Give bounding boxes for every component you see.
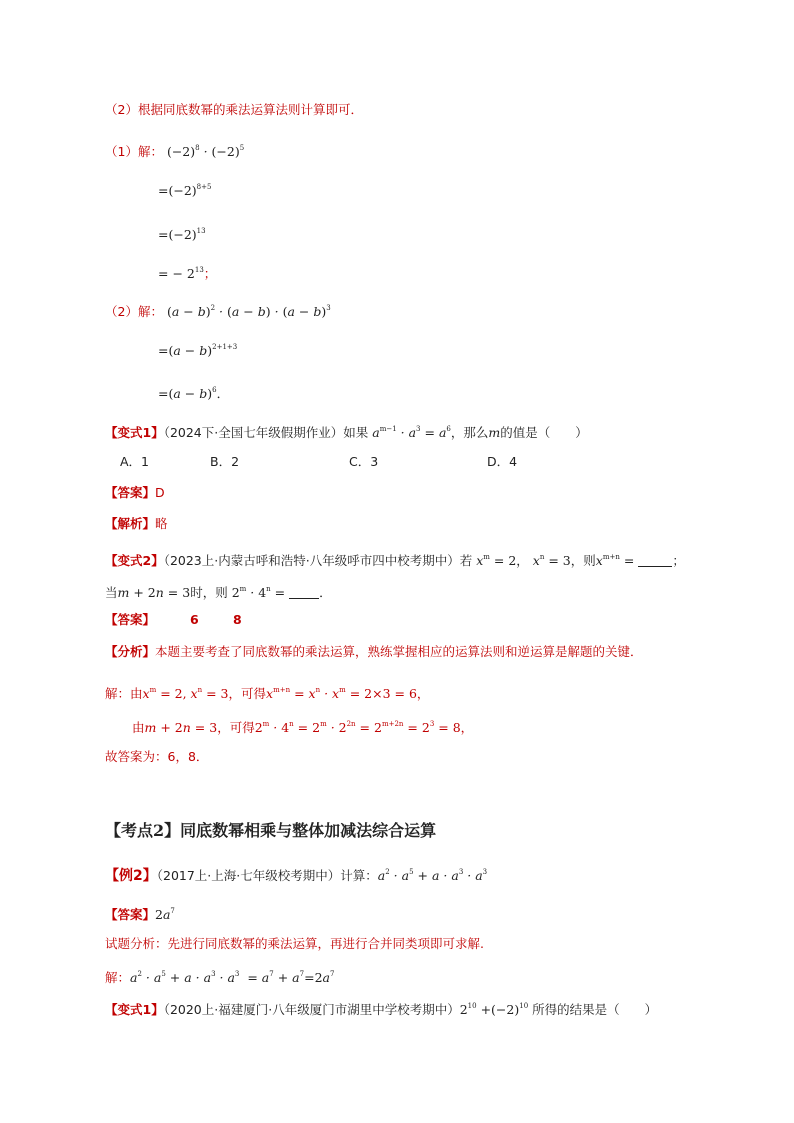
expr-1-0: $(-2)^8 \cdot (-2)^5$ bbox=[166, 144, 245, 159]
when2: 时，则 bbox=[190, 585, 228, 600]
variant-2-question: 【变式2】（2023上·内蒙古呼和浩特·八年级呼市四中校考期中）若 $x^m = 2$， $x^n = 3$，则$x^{m+n}$ = ； bbox=[105, 553, 685, 568]
blank-2[interactable] bbox=[289, 586, 319, 599]
variant-1-end: 的值是（ ） bbox=[500, 425, 588, 440]
section-heading-kaodian-2: 【考点2】同底数幂相乘与整体加减法综合运算 bbox=[105, 821, 437, 840]
variant-1-mid: ，那么 bbox=[450, 425, 489, 440]
answer-value: D bbox=[155, 485, 165, 500]
variant-2-cond-2: $x^n = 3$ bbox=[532, 553, 571, 568]
variant-1-analysis bbox=[105, 515, 168, 533]
variant-1-expr: $a^{m-1} \cdot a^3 = a^6$ bbox=[372, 425, 451, 440]
sol-result: $x^{m+n} = x^n \cdot x^m = 2\times 3 = 6$， bbox=[266, 686, 430, 701]
blank-1[interactable] bbox=[638, 554, 672, 567]
variant-2-cond-3: m + 2n = 3 bbox=[117, 585, 191, 600]
example-2-answer bbox=[105, 902, 175, 924]
analysis-label: 【解析】 bbox=[105, 516, 156, 531]
semicolon: ； bbox=[203, 266, 217, 281]
expr-2-0: $(a - b)^2 \cdot (a - b) \cdot (a - b)^3$ bbox=[166, 304, 331, 319]
answer-expr: $2a^7$ bbox=[155, 907, 175, 922]
sol-mid: ，可得 bbox=[228, 686, 267, 701]
option-b[interactable]: B．2 bbox=[210, 454, 240, 469]
solution-label: 解： bbox=[105, 970, 131, 985]
variant-1-tag: 【变式1】 bbox=[105, 425, 164, 440]
answer-label: 【答案】 bbox=[105, 907, 156, 922]
variant-1b-question bbox=[105, 997, 657, 1019]
then: ，则 bbox=[570, 553, 596, 568]
solution-1-step-2: $=(-2)^{13}$ bbox=[158, 227, 206, 242]
example-2-solution bbox=[105, 965, 334, 987]
variant-1b-tag: 【变式1】 bbox=[105, 1002, 164, 1017]
solution-2-label: （2）解： bbox=[105, 304, 163, 319]
variant-2-final: 故答案为：6，8． bbox=[105, 749, 209, 764]
solution-1-label: （1）解： bbox=[105, 144, 163, 159]
variant-1-answer bbox=[105, 484, 165, 502]
variant-2-tag: 【变式2】 bbox=[105, 553, 164, 568]
variant-1-m: m bbox=[488, 425, 501, 440]
analysis-text: 略 bbox=[155, 516, 168, 531]
variant-2-solution-1 bbox=[105, 681, 429, 703]
variant-2-cond-1: $x^m = 2$ bbox=[476, 553, 517, 568]
variant-2-analysis bbox=[105, 643, 643, 661]
analysis-text: 本题主要考查了同底数幂的乘法运算，熟练掌握相应的运算法则和逆运算是解题的关键． bbox=[155, 644, 643, 659]
option-a[interactable]: A．1 bbox=[120, 454, 150, 469]
sol2-cond: m + 2n = 3 bbox=[144, 720, 218, 735]
option-c[interactable]: C．3 bbox=[349, 454, 379, 469]
sol-cond: $x^m = 2$, $x^n = 3$ bbox=[142, 686, 229, 701]
solution-2-prefix: 由 bbox=[132, 720, 145, 735]
answer-label: 【答案】 bbox=[105, 612, 156, 627]
answer-label: 【答案】 bbox=[105, 485, 156, 500]
answer-a: 6 bbox=[190, 612, 199, 627]
sol2-mid: ，可得 bbox=[217, 720, 255, 735]
solution-2-step-0 bbox=[105, 299, 331, 321]
when: 当 bbox=[105, 585, 118, 600]
variant-2-question-2: 当m + 2n = 3时，则 $2^m \cdot 4^n$ = ． bbox=[105, 585, 332, 600]
variant-2-ask: $x^{m+n}$ = bbox=[595, 553, 635, 568]
sol2-result: $2^m \cdot 4^n = 2^m \cdot 2^{2n} = 2^{m+2n} = 2^3 = 8$， bbox=[254, 720, 474, 735]
variant-1b-end: 所得的结果是（ ） bbox=[532, 1002, 658, 1017]
variant-2-solution-2 bbox=[132, 715, 473, 737]
solution-1-step-0 bbox=[105, 139, 244, 161]
example-2-analysis: 试题分析：先进行同底数幂的乘法运算，再进行合并同类项即可求解. bbox=[105, 936, 484, 951]
solution-2-step-1: $=(a - b)^{2+1+3}$ bbox=[158, 343, 238, 358]
variant-2-ask-2: $2^m \cdot 4^n$ = bbox=[231, 585, 286, 600]
variant-2-answer bbox=[105, 611, 242, 629]
variant-1b-expr: $2^{10} +(-2)^{10}$ bbox=[459, 1002, 529, 1017]
example-2-tag: 【例2】 bbox=[105, 868, 157, 884]
solution-2-step-2: $=(a - b)^6$． bbox=[158, 386, 230, 401]
hint-2: （2）根据同底数幂的乘法运算法则计算即可． bbox=[105, 102, 363, 117]
example-2-expr: $a^2 \cdot a^5 + a \cdot a^3 \cdot a^3$ bbox=[377, 868, 488, 883]
option-d[interactable]: D．4 bbox=[487, 454, 518, 469]
example-2-question bbox=[105, 863, 487, 885]
solution-expr: $a^2 \cdot a^5 + a \cdot a^3 \cdot a^3 = a^7 + a^7=2a^7$ bbox=[130, 970, 335, 985]
analysis-label: 【分析】 bbox=[105, 644, 156, 659]
variant-1-question bbox=[105, 420, 588, 442]
solution-1-step-1: $=(-2)^{8+5}$ bbox=[158, 183, 212, 198]
comma: ， bbox=[516, 553, 529, 568]
solution-1-step-3: = − $2^{13}$； bbox=[158, 266, 217, 281]
solution-label: 解：由 bbox=[105, 686, 143, 701]
variant-1b-source: （2020上·福建厦门·八年级厦门市湖里中学校考期中） bbox=[163, 1002, 460, 1017]
variant-2-source: （2023上·内蒙古呼和浩特·八年级呼市四中校考期中）若 bbox=[163, 553, 473, 568]
example-2-source: （2017上·上海·七年级校考期中）计算： bbox=[156, 868, 378, 883]
answer-b: 8 bbox=[233, 612, 242, 627]
variant-1-source: （2024下·全国七年级假期作业）如果 bbox=[163, 425, 369, 440]
